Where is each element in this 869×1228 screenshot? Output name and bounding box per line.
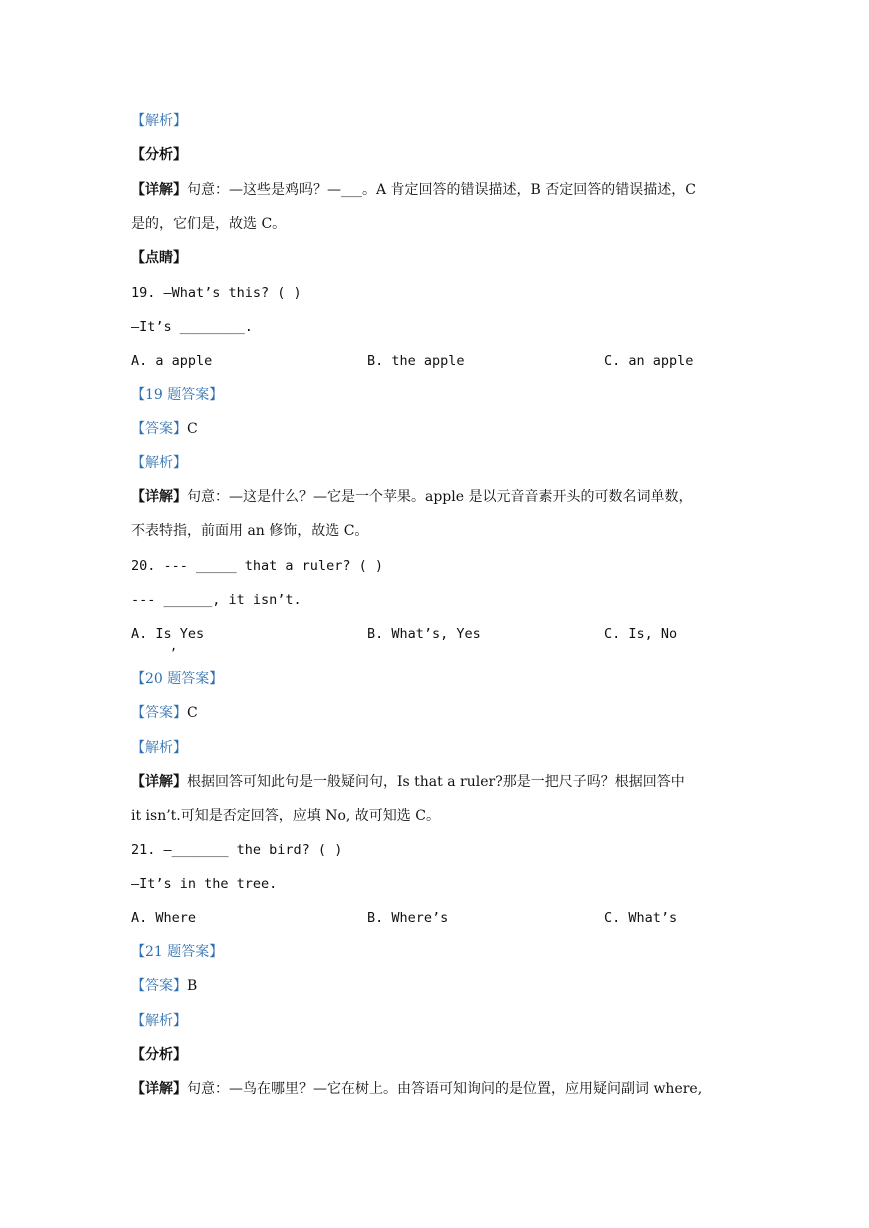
q19-answer: C — [187, 421, 198, 437]
q19-answer-line — [131, 419, 198, 439]
q21-option-b: B. Where’s — [367, 910, 449, 926]
q19-stem: 19. —What’s this? ( ) — [131, 285, 302, 301]
q19-option-c: C. an apple — [604, 353, 694, 369]
q20-detail-text-1: 根据回答可知此句是一般疑问句，Is that a ruler?那是一把尺子吗？根据回答中 — [187, 774, 685, 790]
q21-detail-line-1 — [131, 1079, 702, 1099]
q21-line-2: —It’s in the tree. — [131, 876, 278, 892]
q20-option-a-comma: , — [170, 639, 178, 653]
q21-detail-text-1: 句意：—鸟在哪里？—它在树上。由答语可知询问的是位置，应用疑问副词 where, — [187, 1081, 703, 1097]
q21-option-c: C. What’s — [604, 910, 678, 926]
q19-detail-text-1: 句意：—这是什么？—它是一个苹果。apple 是以元音音素开头的可数名词单数， — [187, 489, 693, 505]
q19-line-2: —It’s ________. — [131, 319, 253, 335]
answer-label: 【答案】 — [131, 421, 187, 437]
detail-label: 【详解】 — [131, 489, 187, 505]
q21-analysis-label: 【解析】 — [131, 1013, 187, 1029]
key-point-label: 【点睛】 — [131, 250, 187, 266]
q20-stem: 20. --- _____ that a ruler? ( ) — [131, 558, 383, 574]
q18-detail-text-1: 句意：—这些是鸡吗？—___。A 肯定回答的错误描述，B 否定回答的错误描述，C — [187, 182, 697, 198]
detail-label: 【详解】 — [131, 182, 187, 198]
q20-option-b: B. What’s, Yes — [367, 626, 481, 642]
q20-answer-title: 【20 题答案】 — [131, 671, 224, 687]
q18-detail-line-1 — [131, 180, 696, 200]
q21-answer: B — [187, 978, 198, 994]
q20-line-2: --- ______, it isn’t. — [131, 592, 302, 608]
answer-label: 【答案】 — [131, 978, 187, 994]
analysis-label: 【解析】 — [131, 113, 187, 129]
answer-label: 【答案】 — [131, 705, 187, 721]
q19-option-b: B. the apple — [367, 353, 465, 369]
breakdown-label: 【分析】 — [131, 147, 187, 163]
q21-option-a: A. Where — [131, 910, 197, 926]
q21-breakdown-label: 【分析】 — [131, 1047, 187, 1063]
q21-answer-line — [131, 976, 197, 996]
detail-label: 【详解】 — [131, 774, 187, 790]
q19-analysis-label: 【解析】 — [131, 455, 187, 471]
q20-answer: C — [187, 705, 198, 721]
q20-detail-line-2: it isn’t.可知是否定回答，应填 No, 故可知选 C。 — [131, 808, 440, 824]
q20-detail-line-1 — [131, 772, 685, 792]
q19-detail-line-2: 不表特指，前面用 an 修饰，故选 C。 — [131, 523, 369, 539]
q21-stem: 21. —_______ the bird? ( ) — [131, 842, 343, 858]
q20-analysis-label: 【解析】 — [131, 740, 187, 756]
q20-answer-line — [131, 703, 198, 723]
q18-detail-line-2: 是的，它们是，故选 C。 — [131, 216, 287, 232]
detail-label: 【详解】 — [131, 1081, 187, 1097]
q20-option-a: A. Is Yes — [131, 626, 205, 642]
q19-detail-line-1 — [131, 487, 692, 507]
q19-answer-title: 【19 题答案】 — [131, 387, 224, 403]
q20-option-c: C. Is, No — [604, 626, 678, 642]
q21-answer-title: 【21 题答案】 — [131, 944, 224, 960]
q19-option-a: A. a apple — [131, 353, 213, 369]
